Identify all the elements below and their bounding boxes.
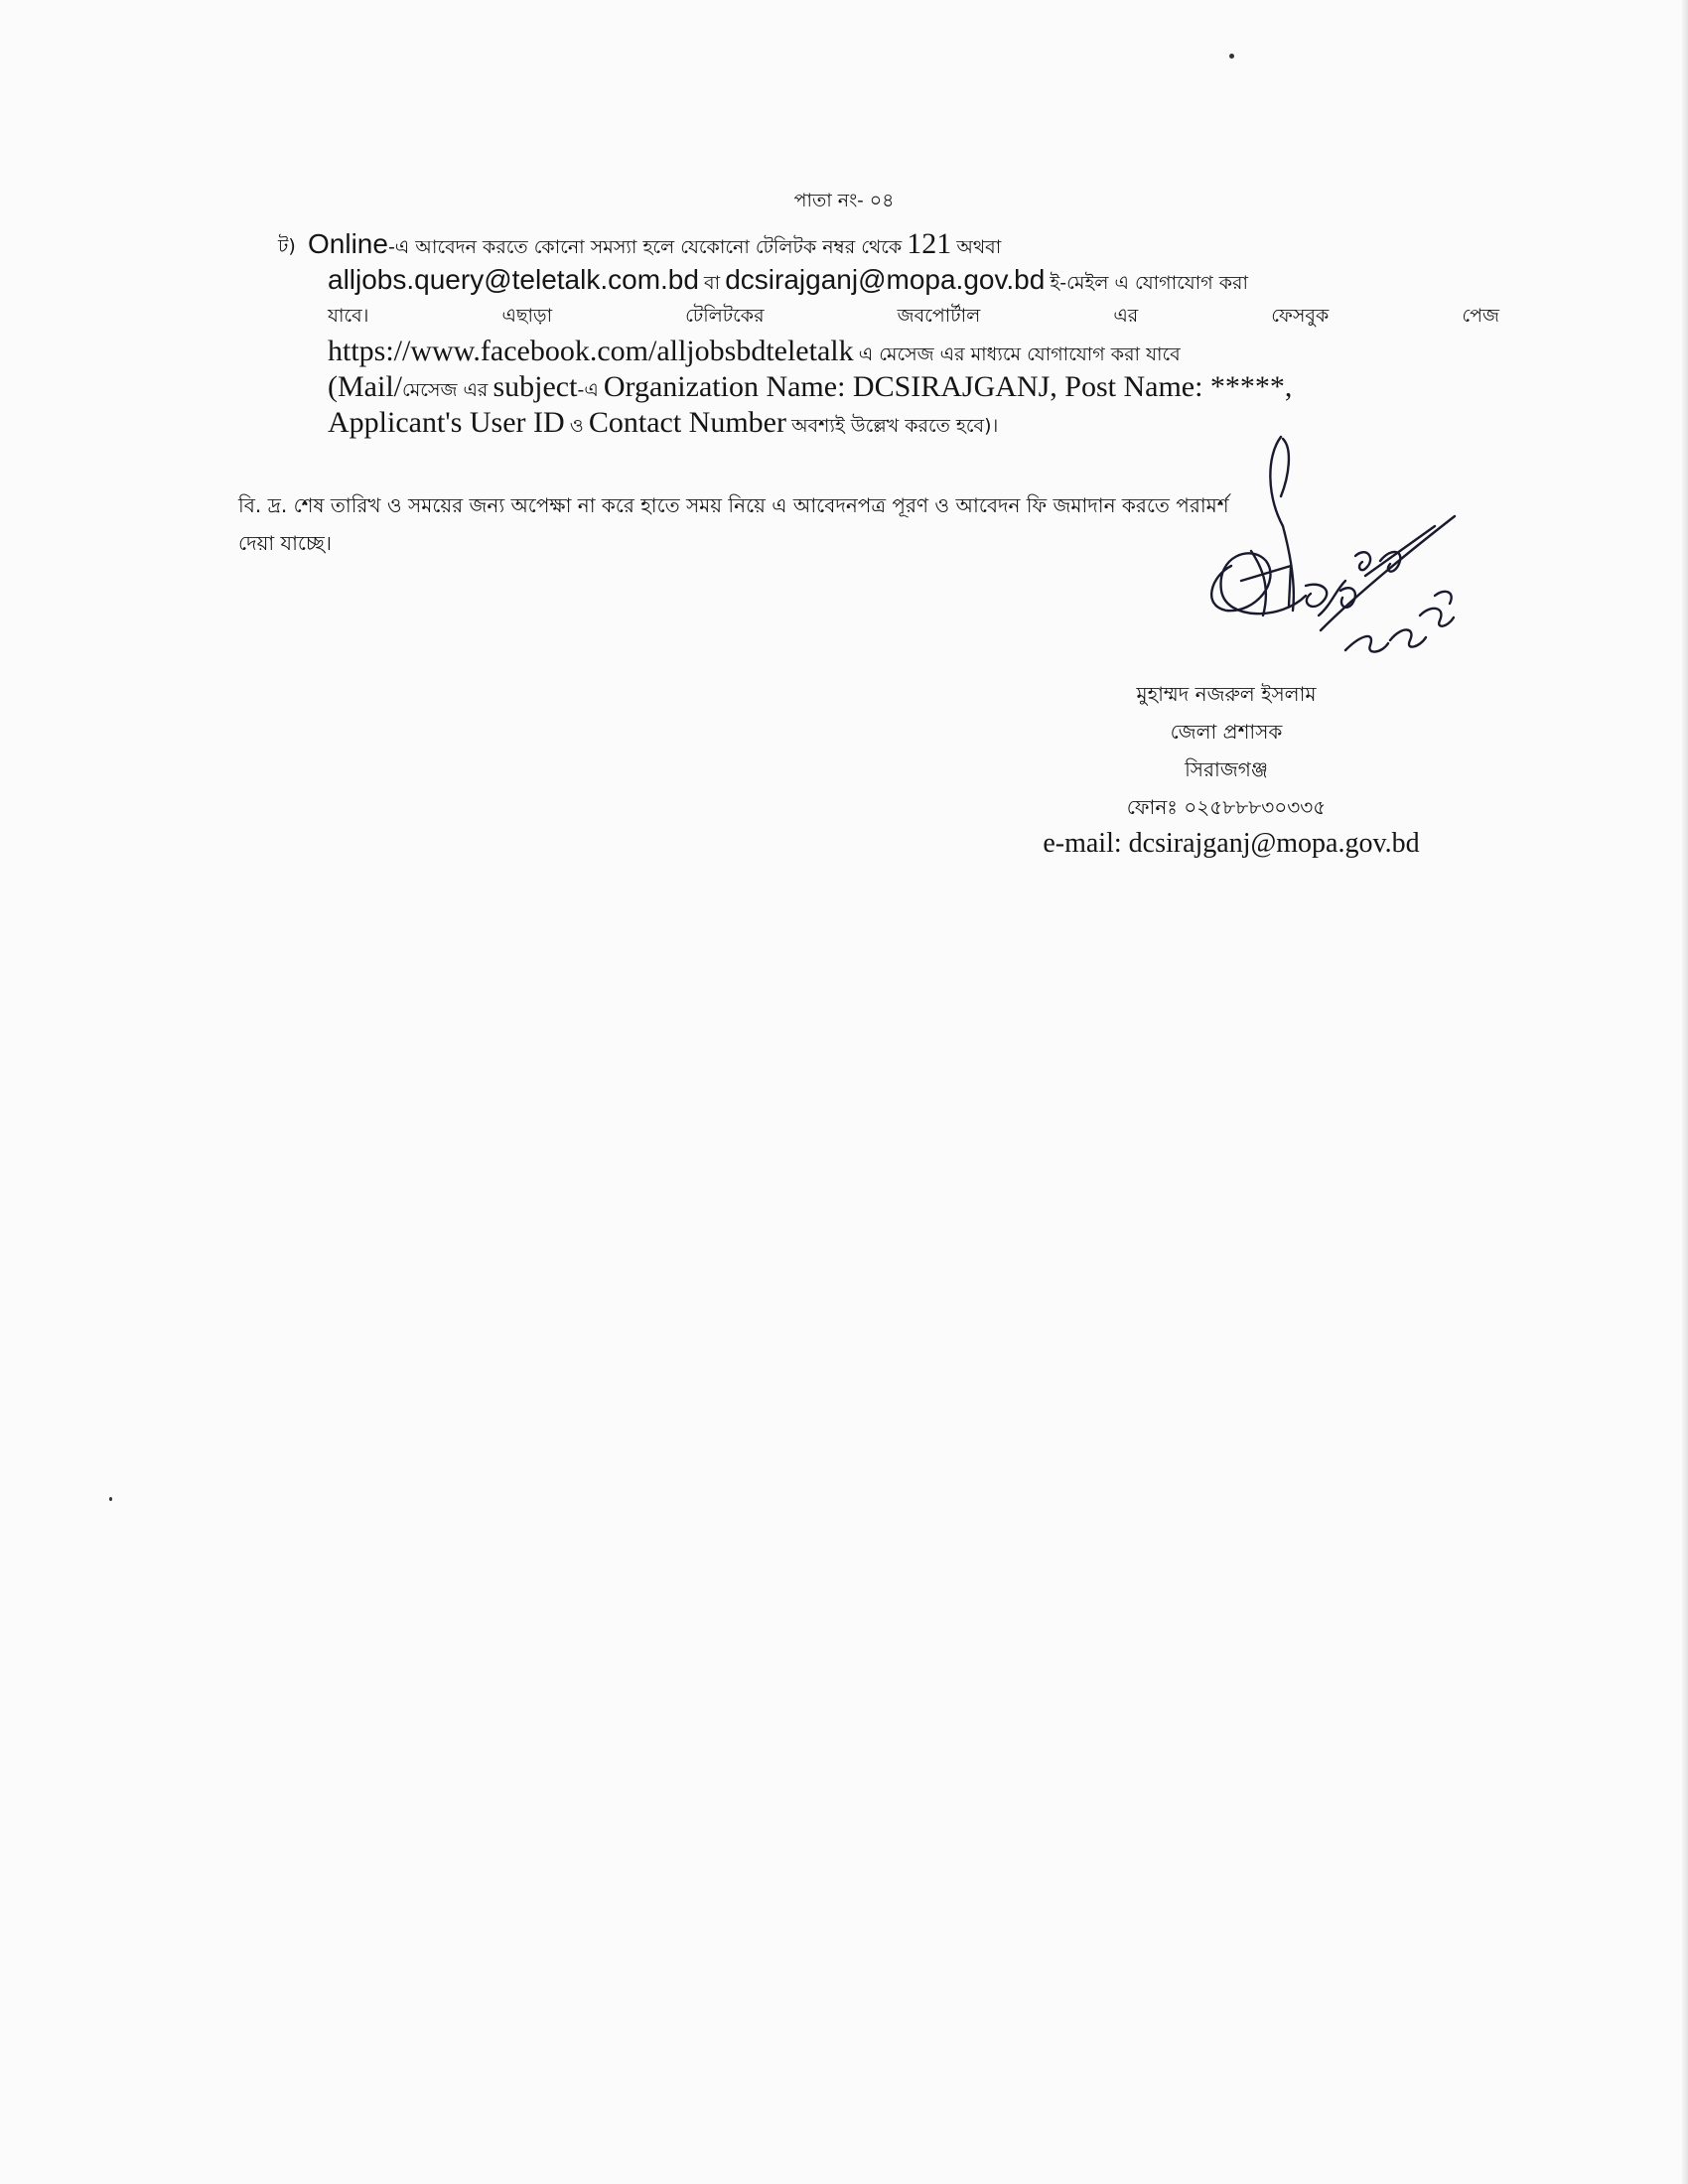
signatory-district: সিরাজগঞ্জ [1185, 757, 1268, 781]
signatory-name: মুহাম্মদ নজরুল ইসলাম [1136, 682, 1317, 706]
signatory-phone: ফোনঃ ০২৫৮৮৮৩০৩৩৫ [1126, 795, 1327, 819]
facebook-url: https://www.facebook.com/alljobsbdteletalk [328, 335, 854, 367]
page-edge-shadow [1682, 0, 1688, 2184]
contact-number-text: Contact Number [588, 406, 786, 439]
scan-speck [1229, 54, 1234, 59]
item-line-1 [308, 226, 1001, 262]
handwritten-signature [1172, 417, 1470, 695]
line3-word: পেজ [1462, 305, 1499, 327]
email-contact-text: ই-মেইল এ যোগাযোগ করা [1050, 272, 1248, 294]
scan-speck [109, 1497, 112, 1501]
item-line-2 [328, 262, 1248, 298]
subject-word: subject [492, 370, 578, 403]
signatory-block [1013, 675, 1440, 826]
teletalk-email: alljobs.query@teletalk.com.bd [328, 264, 699, 295]
line3-word: জবপোর্টাল [897, 305, 981, 327]
mail-open: (Mail/ [328, 370, 402, 403]
mandatory-text: অবশ্যই উল্লেখ করতে হবে)। [791, 415, 999, 437]
line3-word: এছাড়া [501, 305, 553, 327]
message-word: মেসেজ এর [402, 379, 489, 401]
subject-suffix: -এ [577, 379, 599, 401]
note-line-2: দেয়া যাচ্ছে। [238, 531, 333, 555]
dc-email: dcsirajganj@mopa.gov.bd [725, 264, 1046, 295]
item-line-6 [328, 405, 998, 441]
item-line-3 [328, 298, 1499, 334]
helpline-number: 121 [907, 227, 952, 260]
online-word: Online [308, 228, 388, 259]
item-line-4 [328, 334, 1181, 369]
line3-word: যাবে। [328, 305, 369, 327]
note-line-1: বি. দ্র. শেষ তারিখ ও সময়ের জন্য অপেক্ষা না করে হাতে সময় নিয়ে এ আবেদনপত্র পূরণ ও আবেদন ফি জমাদান করতে পরামর্শ [238, 493, 1229, 517]
line3-word: টেলিটকের [685, 305, 765, 327]
facebook-message-text: এ মেসেজ এর মাধ্যমে যোগাযোগ করা যাবে [858, 343, 1181, 365]
signatory-email: e-mail: dcsirajganj@mopa.gov.bd [1043, 828, 1420, 859]
online-problem-text: -এ আবেদন করতে কোনো সমস্যা হলে যেকোনো টেলিটক নম্বর থেকে [387, 236, 903, 258]
line3-word: ফেসবুক [1271, 305, 1330, 327]
user-id-text: Applicant's User ID [328, 406, 565, 439]
page-number: পাতা নং- ০৪ [793, 190, 895, 211]
or-text: অথবা [956, 236, 1002, 258]
or-conjunction: বা [704, 272, 721, 294]
organization-name: Organization Name: DCSIRAJGANJ, Post Name: *****, [603, 370, 1293, 403]
signatory-designation: জেলা প্রশাসক [1170, 720, 1283, 744]
item-line-5 [328, 369, 1292, 405]
and-conjunction: ও [569, 415, 584, 437]
line3-word: এর [1113, 305, 1139, 327]
item-marker: ট) [278, 235, 296, 257]
